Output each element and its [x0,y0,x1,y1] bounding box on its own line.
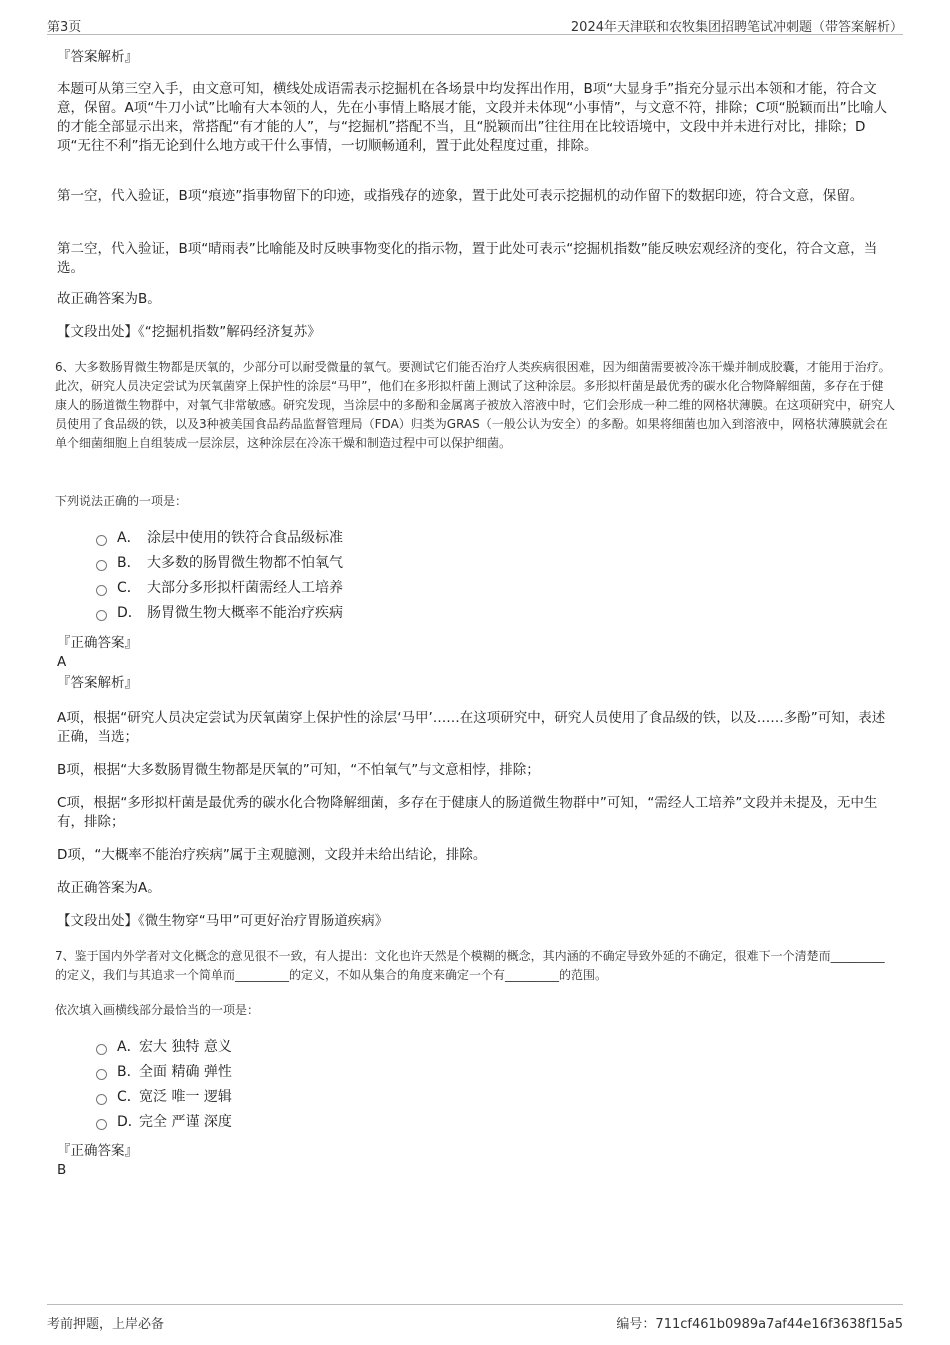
q5-source: 【文段出处】《“挖掘机指数”解码经济复苏》 [57,324,321,340]
option-text: 全面 精确 弹性 [139,1064,232,1080]
q7-option-d[interactable] [96,1110,232,1135]
q7-option-b[interactable] [96,1060,232,1085]
radio-icon[interactable] [96,610,107,621]
radio-icon[interactable] [96,585,107,596]
q5-analysis-label: 『答案解析』 [57,49,138,65]
q6-conclusion: 故正确答案为A。 [57,880,161,896]
option-letter: B． [117,1064,141,1080]
q6-passage: 6、大多数肠胃微生物都是厌氧的，少部分可以耐受微量的氧气。要测试它们能否治疗人类疾病很困难，因为细菌需要被冷冻干燥并制成胶囊，才能用于治疗。此次，研究人员决定尝试为厌氧菌穿上保护性的涂层“马甲”，他们在多形拟杆菌上测试了这种涂层。多形拟杆菌是最优秀的碳水化合物降解细菌，多存在于健康人的肠道微生物群中，对氧气非常敏感。研究发现，当涂层中的多酚和金属离子被放入溶液中时，它们会形成一种二维的网格状薄膜。在这项研究中，研究人员使用了食品级的铁，以及3种被美国食品药品监督管理局（FDA）归类为GRAS（一般公认为安全）的多酚。如果将细菌也加入到溶液中，网格状薄膜就会在单个细菌细胞上自组装成一层涂层，这种涂层在冷冻干燥和制造过程中可以保护细菌。 [55,360,896,450]
option-letter: A． [117,530,141,546]
option-letter: D． [117,605,142,621]
radio-icon[interactable] [96,560,107,571]
q7-option-c[interactable] [96,1085,232,1110]
radio-icon[interactable] [96,535,107,546]
q6-option-b[interactable] [96,551,343,576]
q6-analysis-b: B项，根据“大多数肠胃微生物都是厌氧的”可知，“不怕氧气”与文意相悖，排除； [57,762,540,778]
q6-answer: A [57,654,67,670]
q6-analysis-label: 『答案解析』 [57,675,138,691]
q7-passage: 7、鉴于国内外学者对文化概念的意见很不一致，有人提出：文化也许天然是个模糊的概念，其内涵的不确定导致外延的不确定，很难下一个清楚而_________的定义，我们与其追求一个简单而_________的定义，不如从集合的角度来确定一个有_________的范围。 [55,949,885,982]
q5-conclusion: 故正确答案为B。 [57,291,161,307]
q7-answer: B [57,1162,67,1178]
option-letter: C． [117,1089,141,1105]
q6-answer-label: 『正确答案』 [57,635,138,651]
page-number: 第3页 [47,20,82,35]
option-text: 肠胃微生物大概率不能治疗疾病 [147,605,343,621]
document-id: 编号：711cf461b0989a7af44e16f3638f15a5 [616,1317,903,1332]
q6-source: 【文段出处】《微生物穿“马甲”可更好治疗胃肠道疾病》 [57,913,389,929]
q5-analysis-para3: 第二空，代入验证，B项“晴雨表”比喻能及时反映事物变化的指示物，置于此处可表示“挖掘机指数”能反映宏观经济的变化，符合文意，当选。 [57,241,878,276]
option-text: 宏大 独特 意义 [139,1039,232,1055]
option-text: 完全 严谨 深度 [139,1114,232,1130]
option-text: 大部分多形拟杆菌需经人工培养 [147,580,343,596]
page-header [47,14,903,35]
q6-option-a[interactable] [96,526,343,551]
q6-analysis-c: C项，根据“多形拟杆菌是最优秀的碳水化合物降解细菌，多存在于健康人的肠道微生物群中”可知，“需经人工培养”文段并未提及，无中生有，排除； [57,795,878,830]
radio-icon[interactable] [96,1119,107,1130]
q7-question: 依次填入画横线部分最恰当的一项是： [55,1003,260,1017]
option-letter: B． [117,555,141,571]
option-letter: D． [117,1114,142,1130]
radio-icon[interactable] [96,1069,107,1080]
q7-answer-label: 『正确答案』 [57,1143,138,1159]
option-text: 宽泛 唯一 逻辑 [139,1089,232,1105]
q6-option-d[interactable] [96,601,343,626]
q6-analysis-a: A项，根据“研究人员决定尝试为厌氧菌穿上保护性的涂层‘马甲’……在这项研究中，研究人员使用了食品级的铁，以及……多酚”可知，表述正确，当选； [57,710,886,745]
q6-option-c[interactable] [96,576,343,601]
document-title: 2024年天津联和农牧集团招聘笔试冲刺题（带答案解析） [570,20,903,35]
option-text: 涂层中使用的铁符合食品级标准 [147,530,343,546]
footer-slogan: 考前押题，上岸必备 [47,1317,165,1332]
option-letter: C． [117,580,141,596]
option-letter: A． [117,1039,141,1055]
q6-question: 下列说法正确的一项是： [55,494,188,508]
q6-analysis-d: D项，“大概率不能治疗疾病”属于主观臆测，文段并未给出结论，排除。 [57,847,487,863]
q7-options [96,1035,232,1135]
q5-analysis-para1: 本题可从第三空入手，由文意可知，横线处成语需表示挖掘机在各场景中均发挥出作用，B项“大显身手”指充分显示出本领和才能，符合文意，保留。A项“牛刀小试”比喻有大本领的人，先在小事情上略展才能，文段并未体现“小事情”，与文意不符，排除；C项“脱颖而出”比喻人的才能全部显示出来，常搭配“有才能的人”，与“挖掘机”搭配不当，且“脱颖而出”往往用在比较语境中，文段中并未进行对比，排除；D项“无往不利”指无论到什么地方或干什么事情，一切顺畅通利，置于此处程度过重，排除。 [57,81,888,154]
q6-options [96,526,343,626]
q7-option-a[interactable] [96,1035,232,1060]
page-footer [47,1304,903,1332]
radio-icon[interactable] [96,1094,107,1105]
radio-icon[interactable] [96,1044,107,1055]
option-text: 大多数的肠胃微生物都不怕氧气 [147,555,343,571]
q5-analysis-para2: 第一空，代入验证，B项“痕迹”指事物留下的印迹，或指残存的迹象，置于此处可表示挖掘机的动作留下的数据印迹，符合文意，保留。 [57,188,864,204]
